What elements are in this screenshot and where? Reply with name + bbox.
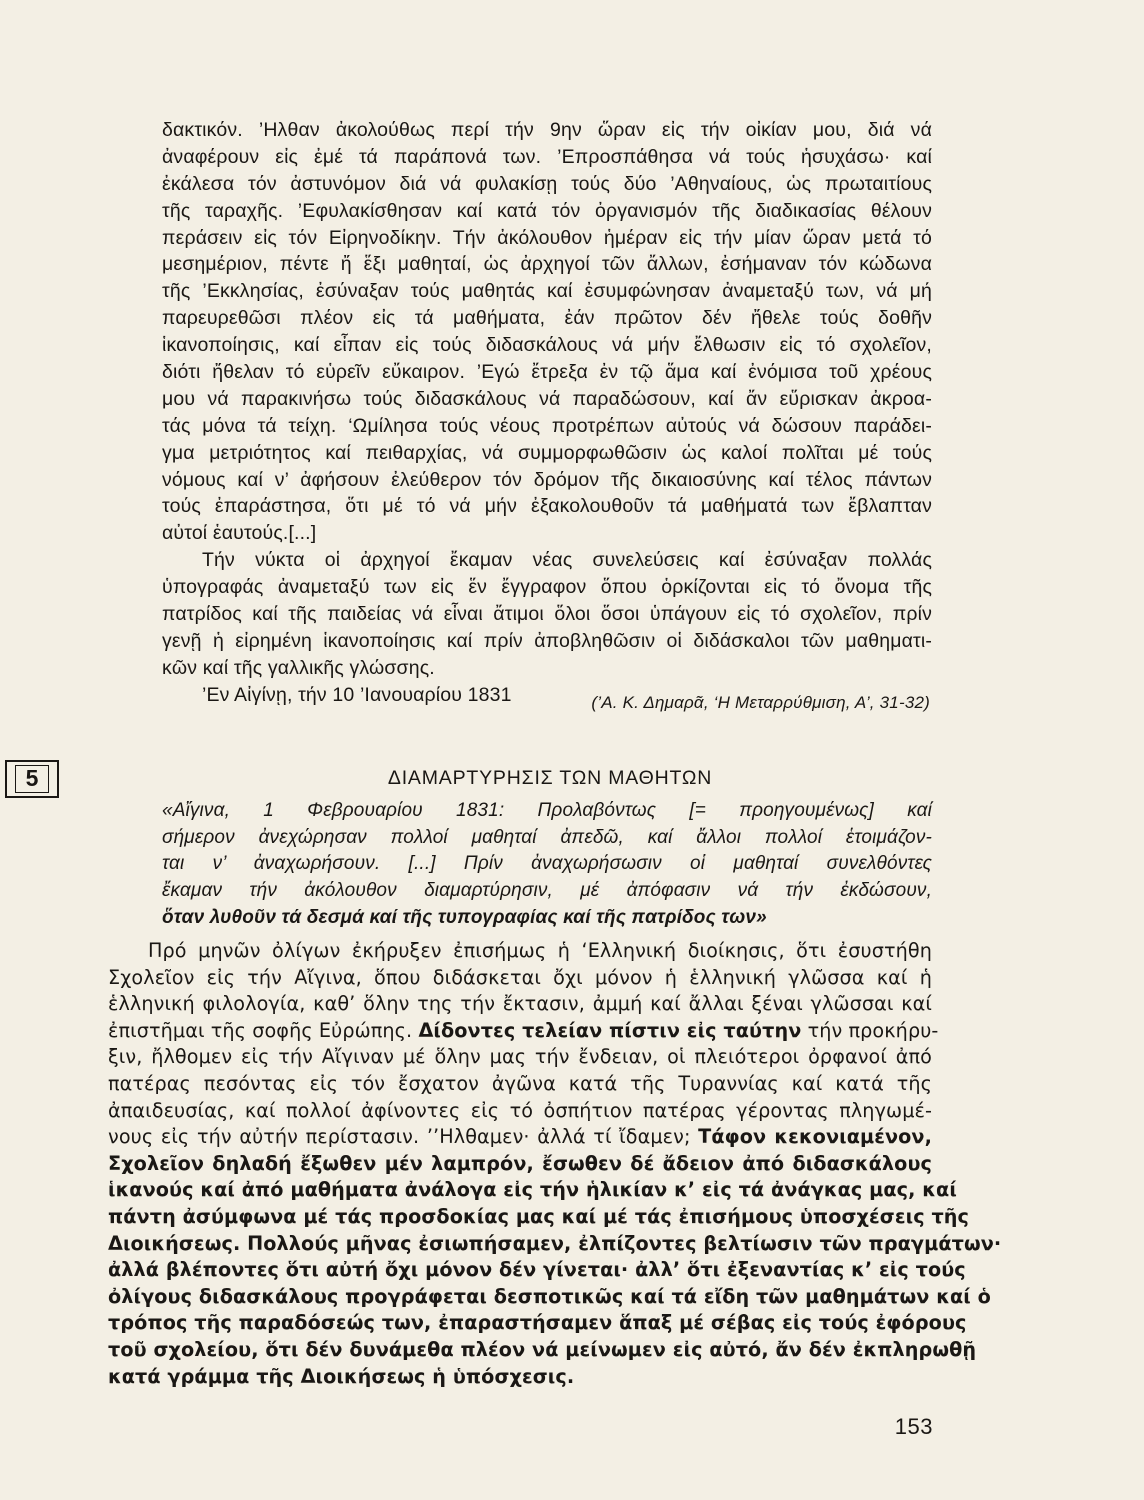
text-line: τάς μόνα τά τείχη. ‘Ωμίλησα τούς νέους προτρέπων αὐτούς νά δώσουν παράδει- (162, 414, 932, 437)
text-span: νους εἰς τήν αὐτήν περίστασιν. ’’Ηλθαμεν· ἀλλά τί ἴδαμεν; (108, 1125, 699, 1149)
bold-span: Τάφον κεκονιαμένον, (698, 1125, 932, 1149)
section-title: ΔΙΑΜΑΡΤΥΡΗΣΙΣ ΤΩΝ ΜΑΘΗΤΩΝ (387, 767, 713, 789)
text-line: δακτικόν. ’Ηλθαν ἀκολούθως περί τήν 9ην ὥραν εἰς τήν οἰκίαν μου, διά νά (162, 119, 932, 141)
text-line: τῆς ταραχῆς. ’Εφυλακίσθησαν καί κατά τόν ὀργανισμόν τῆς διαδικασίας θέλουν (162, 199, 932, 222)
quote-line: ται ν’ ἀναχωρήσουν. [...] Πρίν ἀναχωρήσωσιν οἱ μαθηταί συνελθόντες (162, 853, 932, 875)
text-line: τοῦ σχολείου, ὅτι δέν δυνάμεθα πλέον νά μείνωμεν εἰς αὐτό, ἄν δέν ἐκπληρωθῇ (108, 1337, 977, 1361)
text-line: Διοικήσεως. Πολλούς μῆνας ἐσιωπήσαμεν, ἐλπίζοντες βελτίωσιν τῶν πραγμάτων· (108, 1231, 1002, 1255)
citation: (’Α. Κ. Δημαρᾶ, ‘Η Μεταρρύθμιση, Α’, 31-32) (591, 693, 930, 712)
quote-block (162, 798, 932, 931)
text-line: γενῇ ἡ εἰρημένη ἱκανοποίησις καί πρίν ἀποβληθῶσιν οἱ διδάσκαλοι τῶν μαθηματι- (162, 629, 932, 652)
text-line: Τήν νύκτα οἱ ἀρχηγοί ἔκαμαν νέας συνελεύσεις καί ἐσύναξαν πολλάς (202, 549, 932, 572)
text-line: ἱκανούς καί ἀπό μαθήματα ἀνάλογα εἰς τήν ἡλικίαν κ’ εἰς τά ἀνάγκας μας, καί (108, 1178, 957, 1202)
text-line: πάντη ἀσύμφωνα μέ τάς προσδοκίας μας καί μέ τάς ἐπισήμους ὑποσχέσεις τῆς (108, 1204, 970, 1228)
section-number: 5 (15, 765, 49, 793)
text-line (108, 1124, 932, 1151)
quote-line: ἔκαμαν τήν ἀκόλουθον διαμαρτύρησιν, μέ ἀπόφασιν νά τήν ἐκδώσουν, (162, 880, 932, 902)
page-number: 153 (894, 1414, 933, 1439)
text-line: πατρίδος καί τῆς παιδείας νά εἶναι ἄτιμοι ὅλοι ὅσοι ὑπάγουν εἰς τό σχολεῖον, πρίν (162, 603, 932, 626)
text-line: ὑπογραφάς ἀναμεταξύ των εἰς ἕν ἔγγραφον ὅπου ὁρκίζονται εἰς τό ὄνομα τῆς (162, 576, 932, 599)
text-line: ὀλίγους διδασκάλους προγράφεται δεσποτικῶς καί τά εἴδη τῶν μαθημάτων καί ὁ (108, 1284, 991, 1308)
quote-line: ὅταν λυθοῦν τά δεσμά καί τῆς τυπογραφίας καί τῆς πατρίδος των» (162, 906, 767, 928)
text-line: Πρό μηνῶν ὀλίγων ἐκήρυξεν ἐπισήμως ἡ ‘Ελληνική διοίκησις, ὅτι ἐσυστήθη (148, 939, 932, 962)
text-line: Σχολεῖον δηλαδή ἔξωθεν μέν λαμπρόν, ἔσωθεν δέ ἄδειον ἀπό διδασκάλους (108, 1151, 932, 1175)
date-line: ’Εν Αἰγίνῃ, τήν 10 ’Ιανουαρίου 1831 (202, 683, 512, 706)
text-line: μεσημέριον, πέντε ἤ ἕξι μαθηταί, ὡς ἀρχηγοί τῶν ἄλλων, ἐσήμαναν τόν κώδωνα (162, 253, 932, 276)
text-line: ἀλλά βλέποντες ὅτι αὐτή ὄχι μόνον δέν γίνεται· ἀλλ’ ὅτι ἐξεναντίας κ’ εἰς τούς (108, 1258, 966, 1282)
top-text-block (162, 117, 932, 709)
text-line: Σχολεῖον εἰς τήν Αἴγινα, ὅπου διδάσκεται ὄχι μόνον ἡ ἑλληνική γλῶσσα καί ἡ (108, 965, 932, 989)
text-line: γμα μετριότητος καί πειθαρχίας, νά συμμορφωθῶσιν ὡς καλοί πολῖται μέ τούς (162, 441, 932, 464)
text-line: ἑλληνική φιλολογία, καθ’ ὅλην της τήν ἔκτασιν, ἀμμή καί ἄλλαι ξέναι γλῶσσαι καί (108, 992, 932, 1016)
text-line (108, 1018, 939, 1045)
text-line: περάσειν εἰς τόν Εἰρηνοδίκην. Τήν ἀκόλουθον ἡμέραν εἰς τήν μίαν ὥραν μετά τό (162, 226, 932, 249)
text-line: μου νά παρακινήσω τούς διδασκάλους νά παραδώσουν, καί ἄν εὕρισκαν ἀκροα- (162, 387, 932, 410)
text-line: αὐτοί ἑαυτούς.[...] (162, 522, 317, 545)
text-line: κῶν καί τῆς γαλλικῆς γλώσσης. (162, 656, 435, 679)
text-line: νόμους καί ν’ ἀφήσουν ἐλεύθερον τόν δρόμον τῆς δικαιοσύνης καί τέλος πάντων (162, 468, 932, 491)
bold-span: Δίδοντες τελείαν πίστιν εἰς ταύτην (418, 1018, 802, 1042)
text-line: διότι ἤθελαν τό εὑρεῖν εὔκαιρον. ’Εγώ ἔτρεξα ἐν τῷ ἅμα καί ἐνόμισα τοῦ χρέους (162, 361, 932, 384)
quote-line: σήμερον ἀνεχώρησαν πολλοί μαθηταί ἀπεδῶ, καί ἄλλοι πολλοί ἑτοιμάζον- (162, 826, 932, 848)
protest-text-block (108, 938, 1002, 1390)
text-line: τρόπος τῆς παραδόσεώς των, ἐπαραστήσαμεν ἅπαξ μέ σέβας εἰς τούς ἐφόρους (108, 1311, 967, 1335)
text-line: τούς ἐπαράστησα, ὅτι μέ τό νά μήν ἐξακολουθοῦν τά μαθήματά των ἔβλαπταν (162, 495, 932, 518)
text-line: ἐκάλεσα τόν ἀστυνόμον διά νά φυλακίσῃ τούς δύο ’Αθηναίους, ὡς πρωταιτίους (162, 172, 932, 195)
text-line: πατέρας πεσόντας εἰς τόν ἔσχατον ἀγῶνα κατά τῆς Τυραννίας καί κατά τῆς (108, 1071, 932, 1095)
text-line: ἀπαιδευσίας, καί πολλοί ἀφίνοντες εἰς τό ὀσπήτιον πατέρας γέροντας πληγωμέ- (108, 1098, 932, 1122)
text-line: ξιν, ἤλθομεν εἰς τήν Αἴγιναν μέ ὅλην μας τήν ἔνδειαν, οἱ πλειότεροι ὀρφανοί ἀπό (108, 1045, 932, 1069)
text-span: τήν προκήρυ- (801, 1018, 939, 1042)
text-line: τῆς ’Εκκλησίας, ἐσύναξαν τούς μαθητάς καί ἐσυμφώνησαν ἀναμεταξύ των, νά μή (162, 280, 932, 303)
text-line: ἱκανοποίησις, καί εἶπαν εἰς τούς διδασκάλους νά μήν ἔλθωσιν εἰς τό σχολεῖον, (162, 334, 932, 357)
text-line: ἀναφέρουν εἰς ἐμέ τά παράπονά των. ’Επροσπάθησα νά τούς ἡσυχάσω· καί (162, 145, 932, 168)
text-line: κατά γράμμα τῆς Διοικήσεως ἡ ὑπόσχεσις. (108, 1364, 575, 1388)
quote-line: «Αἴγινα, 1 Φεβρουαρίου 1831: Προλαβόντως [= προηγουμένως] καί (162, 800, 932, 821)
text-line: παρευρεθῶσι πλέον εἰς τά μαθήματα, ἐάν πρῶτον δέν ἤθελε τούς δοθῆν (162, 307, 932, 330)
text-span: ἐπιστῆμαι τῆς σοφῆς Εὐρώπης. (108, 1018, 419, 1042)
